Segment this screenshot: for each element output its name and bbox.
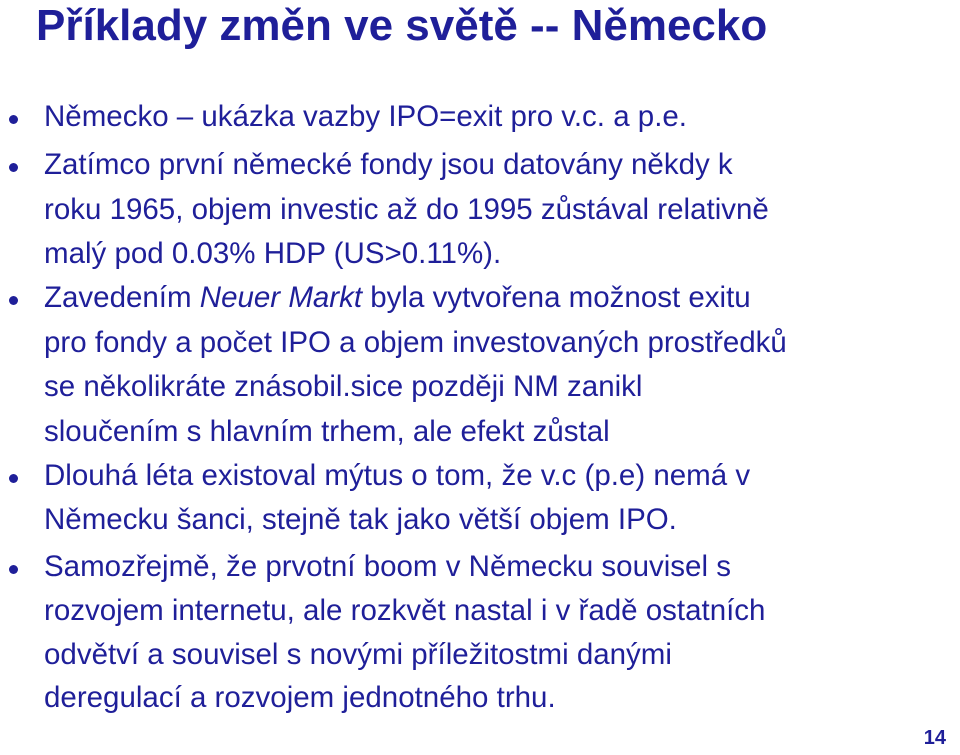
bullet-text-line: malý pod 0.03% HDP (US>0.11%). — [44, 237, 502, 270]
bullet-text-line: Samozřejmě, že prvotní boom v Německu souvisel s — [44, 550, 731, 583]
bullet-text-line: deregulací a rozvojem jednotného trhu. — [44, 681, 556, 714]
bullet-text-line: Dlouhá léta existoval mýtus o tom, že v.c (p.e) nemá v — [44, 459, 751, 492]
bullet-dot — [9, 565, 18, 574]
bullet-text-segment: Zavedením — [44, 281, 200, 314]
bullet-text-line: rozvojem internetu, ale rozkvět nastal i v řadě ostatních — [44, 594, 766, 627]
bullet-text-line: Německu šanci, stejně tak jako větší objem IPO. — [44, 503, 677, 536]
bullet-dot — [9, 474, 18, 483]
bullet-text-line: sloučením s hlavním trhem, ale efekt zůstal — [44, 415, 610, 448]
bullet-dot — [9, 296, 18, 305]
bullet-text-line: se několikráte znásobil.sice později NM zanikl — [44, 370, 643, 403]
bullet-text-segment: byla vytvořena možnost exitu — [362, 281, 751, 314]
bullet-text-line: odvětví a souvisel s novými příležitostmi danými — [44, 638, 672, 671]
slide-title: Příklady změn ve světě -- Německo — [36, 1, 768, 50]
bullet-text-line: Zatímco první německé fondy jsou datovány někdy k — [44, 148, 733, 181]
bullet-text-italic: Neuer Markt — [199, 281, 363, 314]
bullet-text-line: Německo – ukázka vazby IPO=exit pro v.c. a p.e. — [44, 100, 688, 133]
bullet-dot — [9, 163, 18, 172]
bullet-text-line: roku 1965, objem investic až do 1995 zůstával relativně — [44, 193, 769, 226]
page-number: 14 — [923, 727, 946, 749]
bullet-dot — [9, 115, 18, 124]
bullet-text-line: pro fondy a počet IPO a objem investovaných prostředků — [44, 326, 787, 359]
bullet-text-line — [44, 280, 751, 316]
